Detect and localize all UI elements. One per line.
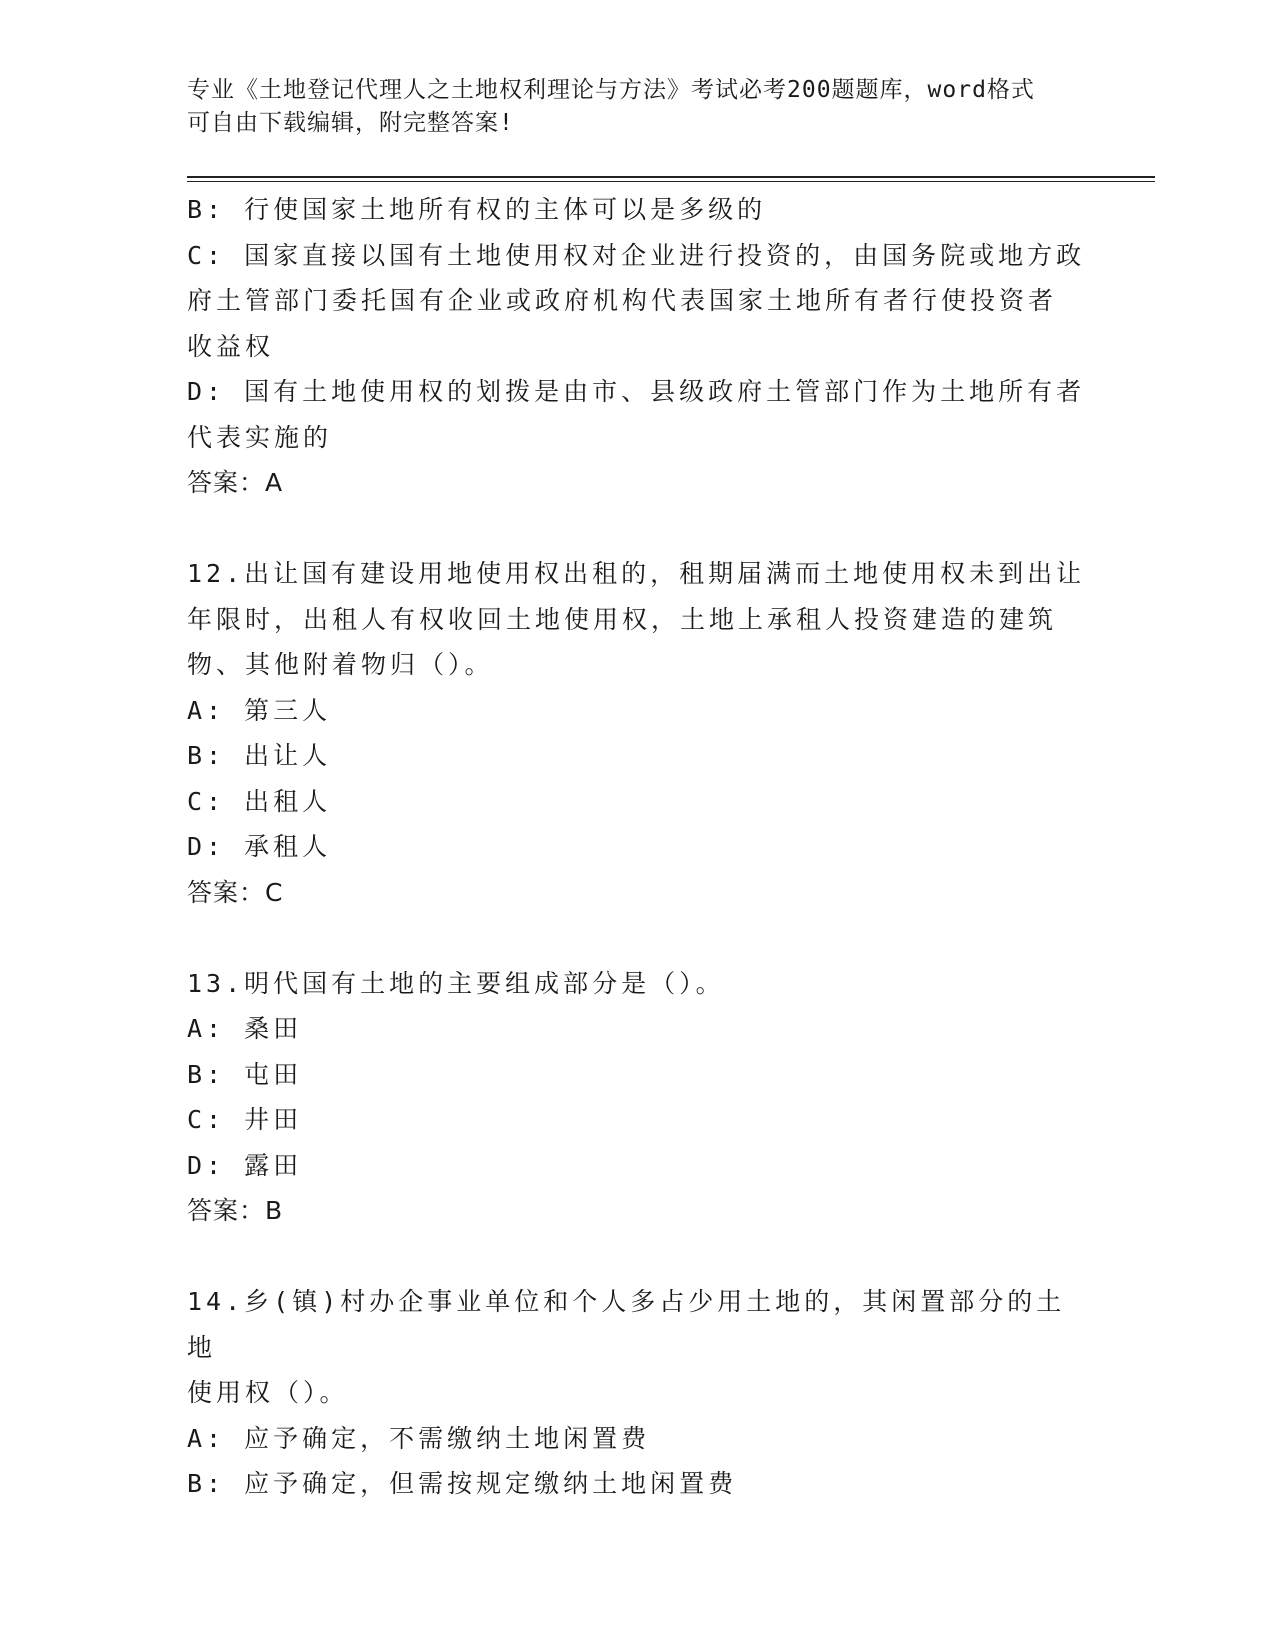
header-divider-thin: [187, 181, 1155, 182]
option-b: B: 应予确定，但需按规定缴纳土地闲置费: [187, 1469, 738, 1498]
option-b: B: 出让人: [187, 741, 332, 770]
question-stem-line-2: 使用权（）。: [187, 1378, 349, 1407]
header-title-line-1: 专业《土地登记代理人之土地权利理论与方法》考试必考200题题库，word格式: [187, 77, 1035, 103]
option-a: A: 第三人: [187, 695, 332, 725]
question-stem-line-3: 物、其他附着物归（）。: [187, 650, 494, 679]
question-12: [187, 551, 1087, 915]
document-header: [187, 74, 1087, 140]
header-title-line-2: 可自由下载编辑，附完整答案!: [187, 110, 514, 136]
option-d-line-2: 代表实施的: [187, 422, 333, 452]
option-d-line-1: D: 国有土地使用权的划拨是由市、县级政府土管部门作为土地所有者: [187, 377, 1086, 406]
question-14: [187, 1279, 1087, 1507]
option-c-line-3: 收益权: [187, 331, 275, 361]
question-stem-line-2: 年限时，出租人有权收回土地使用权，土地上承租人投资建造的建筑: [187, 604, 1058, 634]
question-stem-line-1: 14.乡(镇)村办企事业单位和个人多占少用土地的，其闲置部分的土地: [187, 1287, 1066, 1362]
question-stem-line-1: 13.明代国有土地的主要组成部分是（）。: [187, 968, 725, 998]
question-11-tail: [187, 187, 1087, 506]
option-b: B: 行使国家土地所有权的主体可以是多级的: [187, 195, 767, 224]
spacer: [187, 1234, 1087, 1280]
spacer: [187, 506, 1087, 552]
answer: 答案：A: [187, 468, 284, 497]
option-b: B: 屯田: [187, 1059, 303, 1089]
option-d: D: 承租人: [187, 832, 332, 861]
option-d: D: 露田: [187, 1150, 303, 1180]
option-c-line-2: 府土管部门委托国有企业或政府机构代表国家土地所有者行使投资者: [187, 286, 1058, 315]
answer: 答案：C: [187, 877, 284, 907]
question-13: [187, 961, 1087, 1234]
document-body: [187, 187, 1087, 1507]
header-divider: [187, 176, 1155, 178]
option-c-line-1: C: 国家直接以国有土地使用权对企业进行投资的，由国务院或地方政: [187, 240, 1086, 270]
option-c: C: 出租人: [187, 786, 332, 816]
spacer: [187, 915, 1087, 961]
option-a: A: 应予确定，不需缴纳土地闲置费: [187, 1423, 651, 1453]
option-a: A: 桑田: [187, 1014, 303, 1043]
option-c: C: 井田: [187, 1105, 303, 1134]
answer: 答案：B: [187, 1196, 284, 1225]
question-stem-line-1: 12.出让国有建设用地使用权出租的，租期届满而土地使用权未到出让: [187, 559, 1086, 588]
